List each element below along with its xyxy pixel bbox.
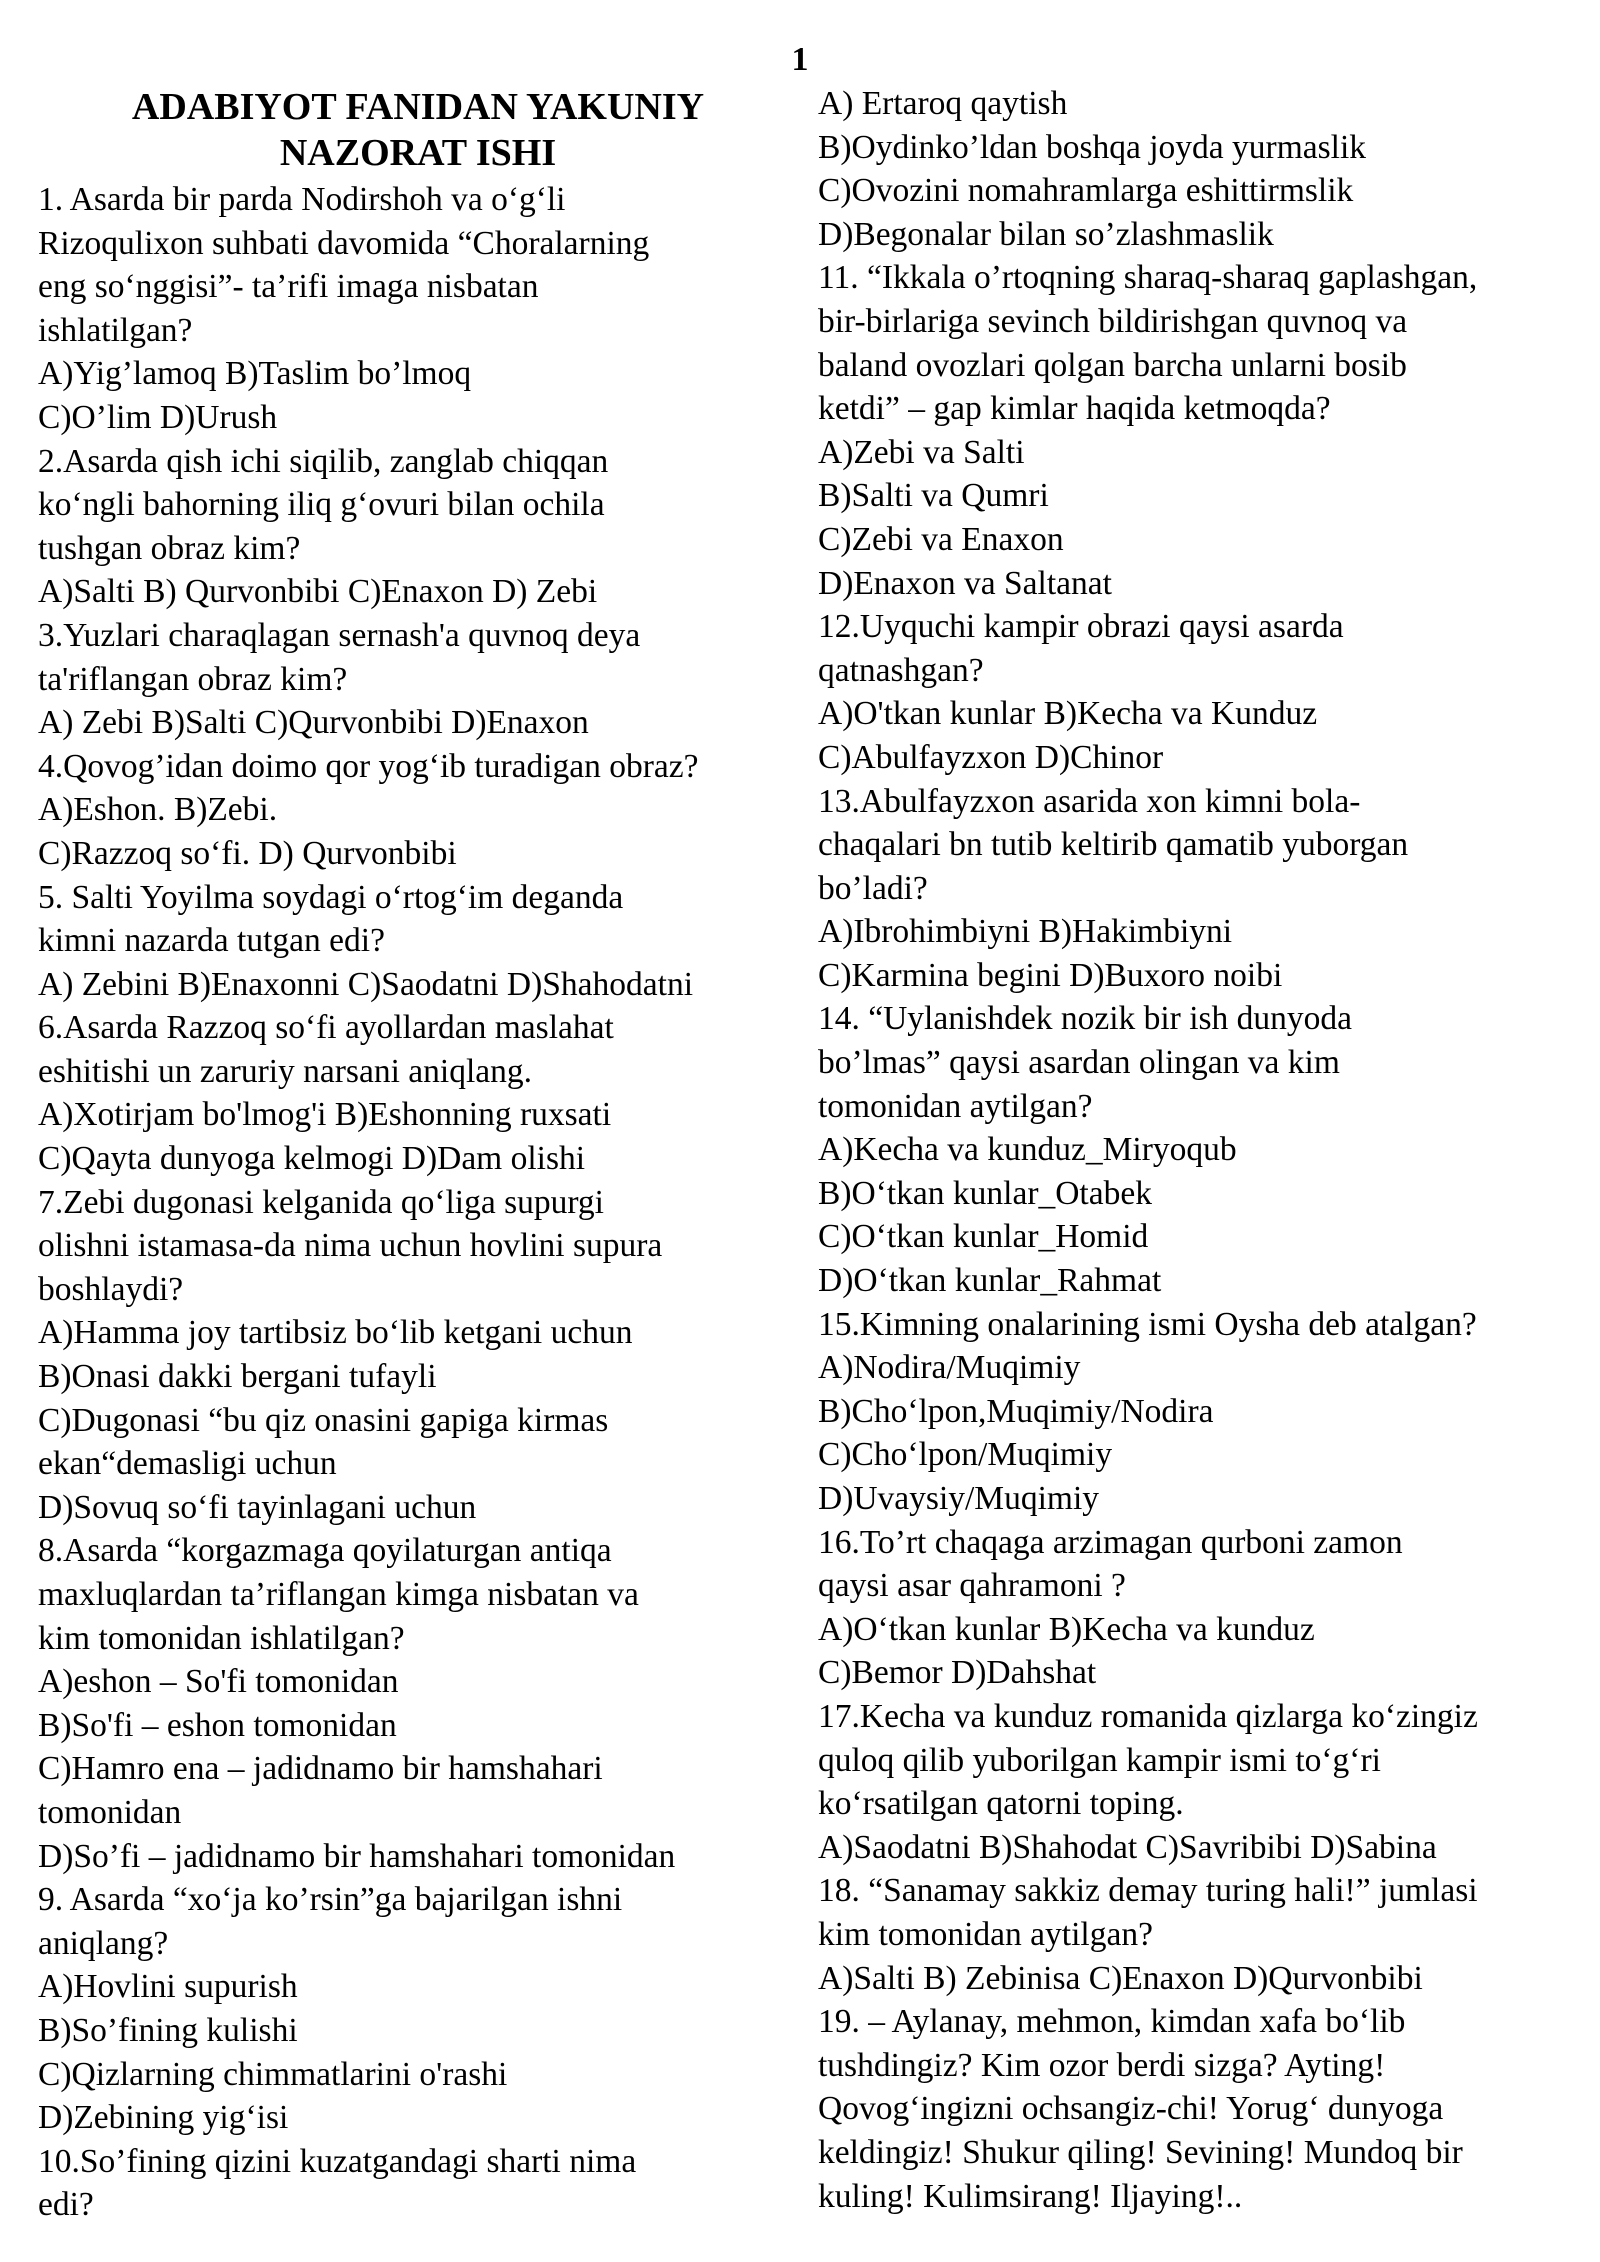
text-line: A)Salti B) Zebinisa C)Enaxon D)Qurvonbibi <box>818 1959 1423 1997</box>
text-line: ketdi” – gap kimlar haqida ketmoqda? <box>818 390 1331 428</box>
text-line: bo’ladi? <box>818 869 928 907</box>
text-line: B)Cho‘lpon,Muqimiy/Nodira <box>818 1392 1214 1430</box>
text-line: aniqlang? <box>38 1924 169 1962</box>
text-line: baland ovozlari qolgan barcha unlarni bosib <box>818 346 1407 384</box>
text-line: ko‘ngli bahorning iliq g‘ovuri bilan ochila <box>38 486 605 524</box>
text-line: A)Xotirjam bo'lmog'i B)Eshonning ruxsati <box>38 1096 612 1134</box>
text-line: 10.So’fining qizini kuzatgandagi sharti nima <box>38 2142 637 2180</box>
text-line: edi? <box>38 2186 94 2224</box>
text-line: 7.Zebi dugonasi kelganida qo‘liga supurgi <box>38 1183 604 1221</box>
text-line: 11. “Ikkala o’rtoqning sharaq-sharaq gaplashgan, <box>818 259 1478 297</box>
text-line: D)Enaxon va Saltanat <box>818 564 1112 602</box>
text-line: C)Qayta dunyoga kelmogi D)Dam olishi <box>38 1140 586 1178</box>
text-line: D)Uvaysiy/Muqimiy <box>818 1480 1100 1517</box>
text-line: kim tomonidan aytilgan? <box>818 1915 1153 1953</box>
text-line: 14. “Uylanishdek nozik bir ish dunyoda <box>818 1000 1353 1038</box>
text-line: 16.To’rt chaqaga arzimagan qurboni zamon <box>818 1523 1403 1561</box>
text-line: D)Zebining yig‘isi <box>38 2099 289 2137</box>
text-line: A) Zebini B)Enaxonni C)Saodatni D)Shahodatni <box>38 965 694 1003</box>
text-line: C)Dugonasi “bu qiz onasini gapiga kirmas <box>38 1401 609 1439</box>
text-line: 12.Uyquchi kampir obrazi qaysi asarda <box>818 608 1344 646</box>
text-line: D)Sovuq so‘fi tayinlagani uchun <box>38 1488 477 1526</box>
text-line: 5. Salti Yoyilma soydagi o‘rtog‘im deganda <box>38 878 624 916</box>
text-line: C)Cho‘lpon/Muqimiy <box>818 1436 1113 1474</box>
text-line: maxluqlardan ta’riflangan kimga nisbatan va <box>38 1576 639 1613</box>
left-column-text <box>38 178 798 2227</box>
title-line: NAZORAT ISHI <box>279 132 557 174</box>
text-line: A)Kecha va kunduz_Miryoqub <box>818 1131 1237 1169</box>
text-line: bo’lmas” qaysi asardan olingan va kim <box>818 1044 1340 1082</box>
text-line: A)Hovlini supurish <box>38 1968 298 2006</box>
text-line: A)Eshon. B)Zebi. <box>38 791 278 829</box>
text-line: boshlaydi? <box>38 1270 184 1308</box>
text-line: 6.Asarda Razzoq so‘fi ayollardan maslahat <box>38 1009 614 1047</box>
text-line: tushgan obraz kim? <box>38 529 301 567</box>
text-line: A)Yig’lamoq B)Taslim bo’lmoq <box>38 355 472 393</box>
text-line: B)Oydinko’ldan boshqa joyda yurmaslik <box>818 128 1367 166</box>
text-line: A)Nodira/Muqimiy <box>818 1349 1081 1387</box>
page-number: 1 <box>791 41 809 78</box>
text-line: C)O’lim D)Urush <box>38 398 278 436</box>
text-line: eshitishi un zaruriy narsani aniqlang. <box>38 1052 532 1090</box>
text-line: C)Bemor D)Dahshat <box>818 1654 1097 1692</box>
text-line: A) Ertaroq qaytish <box>818 85 1068 122</box>
text-line: 13.Abulfayzxon asarida xon kimni bola- <box>818 782 1361 820</box>
text-line: 3.Yuzlari charaqlagan sernash'a quvnoq deya <box>38 616 641 654</box>
text-line: tomonidan <box>38 1793 182 1831</box>
text-line: B)O‘tkan kunlar_Otabek <box>818 1174 1152 1212</box>
text-line: 2.Asarda qish ichi siqilib, zanglab chiqqan <box>38 442 609 480</box>
text-line: Rizoqulixon suhbati davomida “Choralarning <box>38 224 650 262</box>
text-line: keldingiz! Shukur qiling! Sevining! Mundoq bir <box>818 2133 1463 2171</box>
text-line: chaqalari bn tutib keltirib qamatib yuborgan <box>818 826 1409 864</box>
title-line: ADABIYOT FANIDAN YAKUNIY <box>131 86 705 128</box>
text-line: B)So’fining kulishi <box>38 2011 298 2049</box>
text-line: olishni istamasa-da nima uchun hovlini supura <box>38 1227 663 1265</box>
text-line: kuling! Kulimsirang! Iljaying!.. <box>818 2177 1243 2215</box>
text-line: Qovog‘ingizni ochsangiz-chi! Yorug‘ dunyoga <box>818 2090 1444 2128</box>
text-line: ta'riflangan obraz kim? <box>38 660 348 698</box>
text-line: kimni nazarda tutgan edi? <box>38 922 385 960</box>
text-line: 9. Asarda “xo‘ja ko’rsin”ga bajarilgan ishni <box>38 1881 623 1919</box>
text-line: 18. “Sanamay sakkiz demay turing hali!” jumlasi <box>818 1872 1478 1910</box>
text-line: C)O‘tkan kunlar_Homid <box>818 1218 1149 1256</box>
text-line: A)Saodatni B)Shahodat C)Savribibi D)Sabina <box>818 1828 1437 1866</box>
text-line: 8.Asarda “korgazmaga qoyilaturgan antiqa <box>38 1532 612 1570</box>
text-line: 4.Qovog’idan doimo qor yog‘ib turadigan obraz? <box>38 747 699 785</box>
text-line: A)Hamma joy tartibsiz bo‘lib ketgani uchun <box>38 1314 633 1352</box>
text-line: 17.Kecha va kunduz romanida qizlarga ko‘zingiz <box>818 1697 1478 1735</box>
text-line: A)O'tkan kunlar B)Kecha va Kunduz <box>818 695 1318 733</box>
text-line: B)Onasi dakki bergani tufayli <box>38 1358 437 1396</box>
text-line: bir-birlariga sevinch bildirishgan quvnoq va <box>818 302 1408 340</box>
text-line: C)Razzoq so‘fi. D) Qurvonbibi <box>38 834 457 872</box>
text-line: 1. Asarda bir parda Nodirshoh va o‘g‘li <box>38 181 566 218</box>
text-line: C)Qizlarning chimmatlarini o'rashi <box>38 2055 508 2093</box>
document-title <box>38 84 798 176</box>
text-line: C)Hamro ena – jadidnamo bir hamshahari <box>38 1750 603 1788</box>
text-line: C)Abulfayzxon D)Chinor <box>818 738 1164 776</box>
text-line: C)Ovozini nomahramlarga eshittirmslik <box>818 172 1354 210</box>
text-line: B)Salti va Qumri <box>818 477 1049 515</box>
text-line: ishlatilgan? <box>38 311 193 349</box>
right-column <box>818 82 1580 2218</box>
text-line: D)O‘tkan kunlar_Rahmat <box>818 1262 1162 1300</box>
text-line: ekan“demasligi uchun <box>38 1445 337 1483</box>
text-line: qatnashgan? <box>818 651 984 689</box>
text-line: qaysi asar qahramoni ? <box>818 1567 1126 1605</box>
text-line: D)Begonalar bilan so’zlashmaslik <box>818 215 1274 253</box>
right-column-text <box>818 82 1580 2218</box>
text-line: kim tomonidan ishlatilgan? <box>38 1619 405 1657</box>
left-column <box>38 84 798 2227</box>
text-line: D)So’fi – jadidnamo bir hamshahari tomonidan <box>38 1837 676 1875</box>
text-line: tomonidan aytilgan? <box>818 1087 1093 1125</box>
text-line: A)Ibrohimbiyni B)Hakimbiyni <box>818 913 1233 951</box>
text-line: B)So'fi – eshon tomonidan <box>38 1706 397 1744</box>
text-line: tushdingiz? Kim ozor berdi sizga? Ayting! <box>818 2046 1386 2084</box>
text-line: 15.Kimning onalarining ismi Oysha deb atalgan? <box>818 1305 1477 1343</box>
text-line: A) Zebi B)Salti C)Qurvonbibi D)Enaxon <box>38 704 589 742</box>
text-line: C)Karmina begini D)Buxoro noibi <box>818 956 1283 994</box>
text-line: A)eshon – So'fi tomonidan <box>38 1663 399 1701</box>
text-line: 19. – Aylanay, mehmon, kimdan xafa bo‘lib <box>818 2003 1406 2041</box>
text-line: A)O‘tkan kunlar B)Kecha va kunduz <box>818 1610 1315 1648</box>
text-line: quloq qilib yuborilgan kampir ismi to‘g‘ri <box>818 1741 1381 1779</box>
text-line: A)Zebi va Salti <box>818 433 1025 471</box>
text-line: ko‘rsatilgan qatorni toping. <box>818 1785 1184 1823</box>
text-line: A)Salti B) Qurvonbibi C)Enaxon D) Zebi <box>38 573 598 611</box>
text-line: C)Zebi va Enaxon <box>818 520 1064 558</box>
text-line: eng so‘nggisi”- ta’rifi imaga nisbatan <box>38 268 539 306</box>
